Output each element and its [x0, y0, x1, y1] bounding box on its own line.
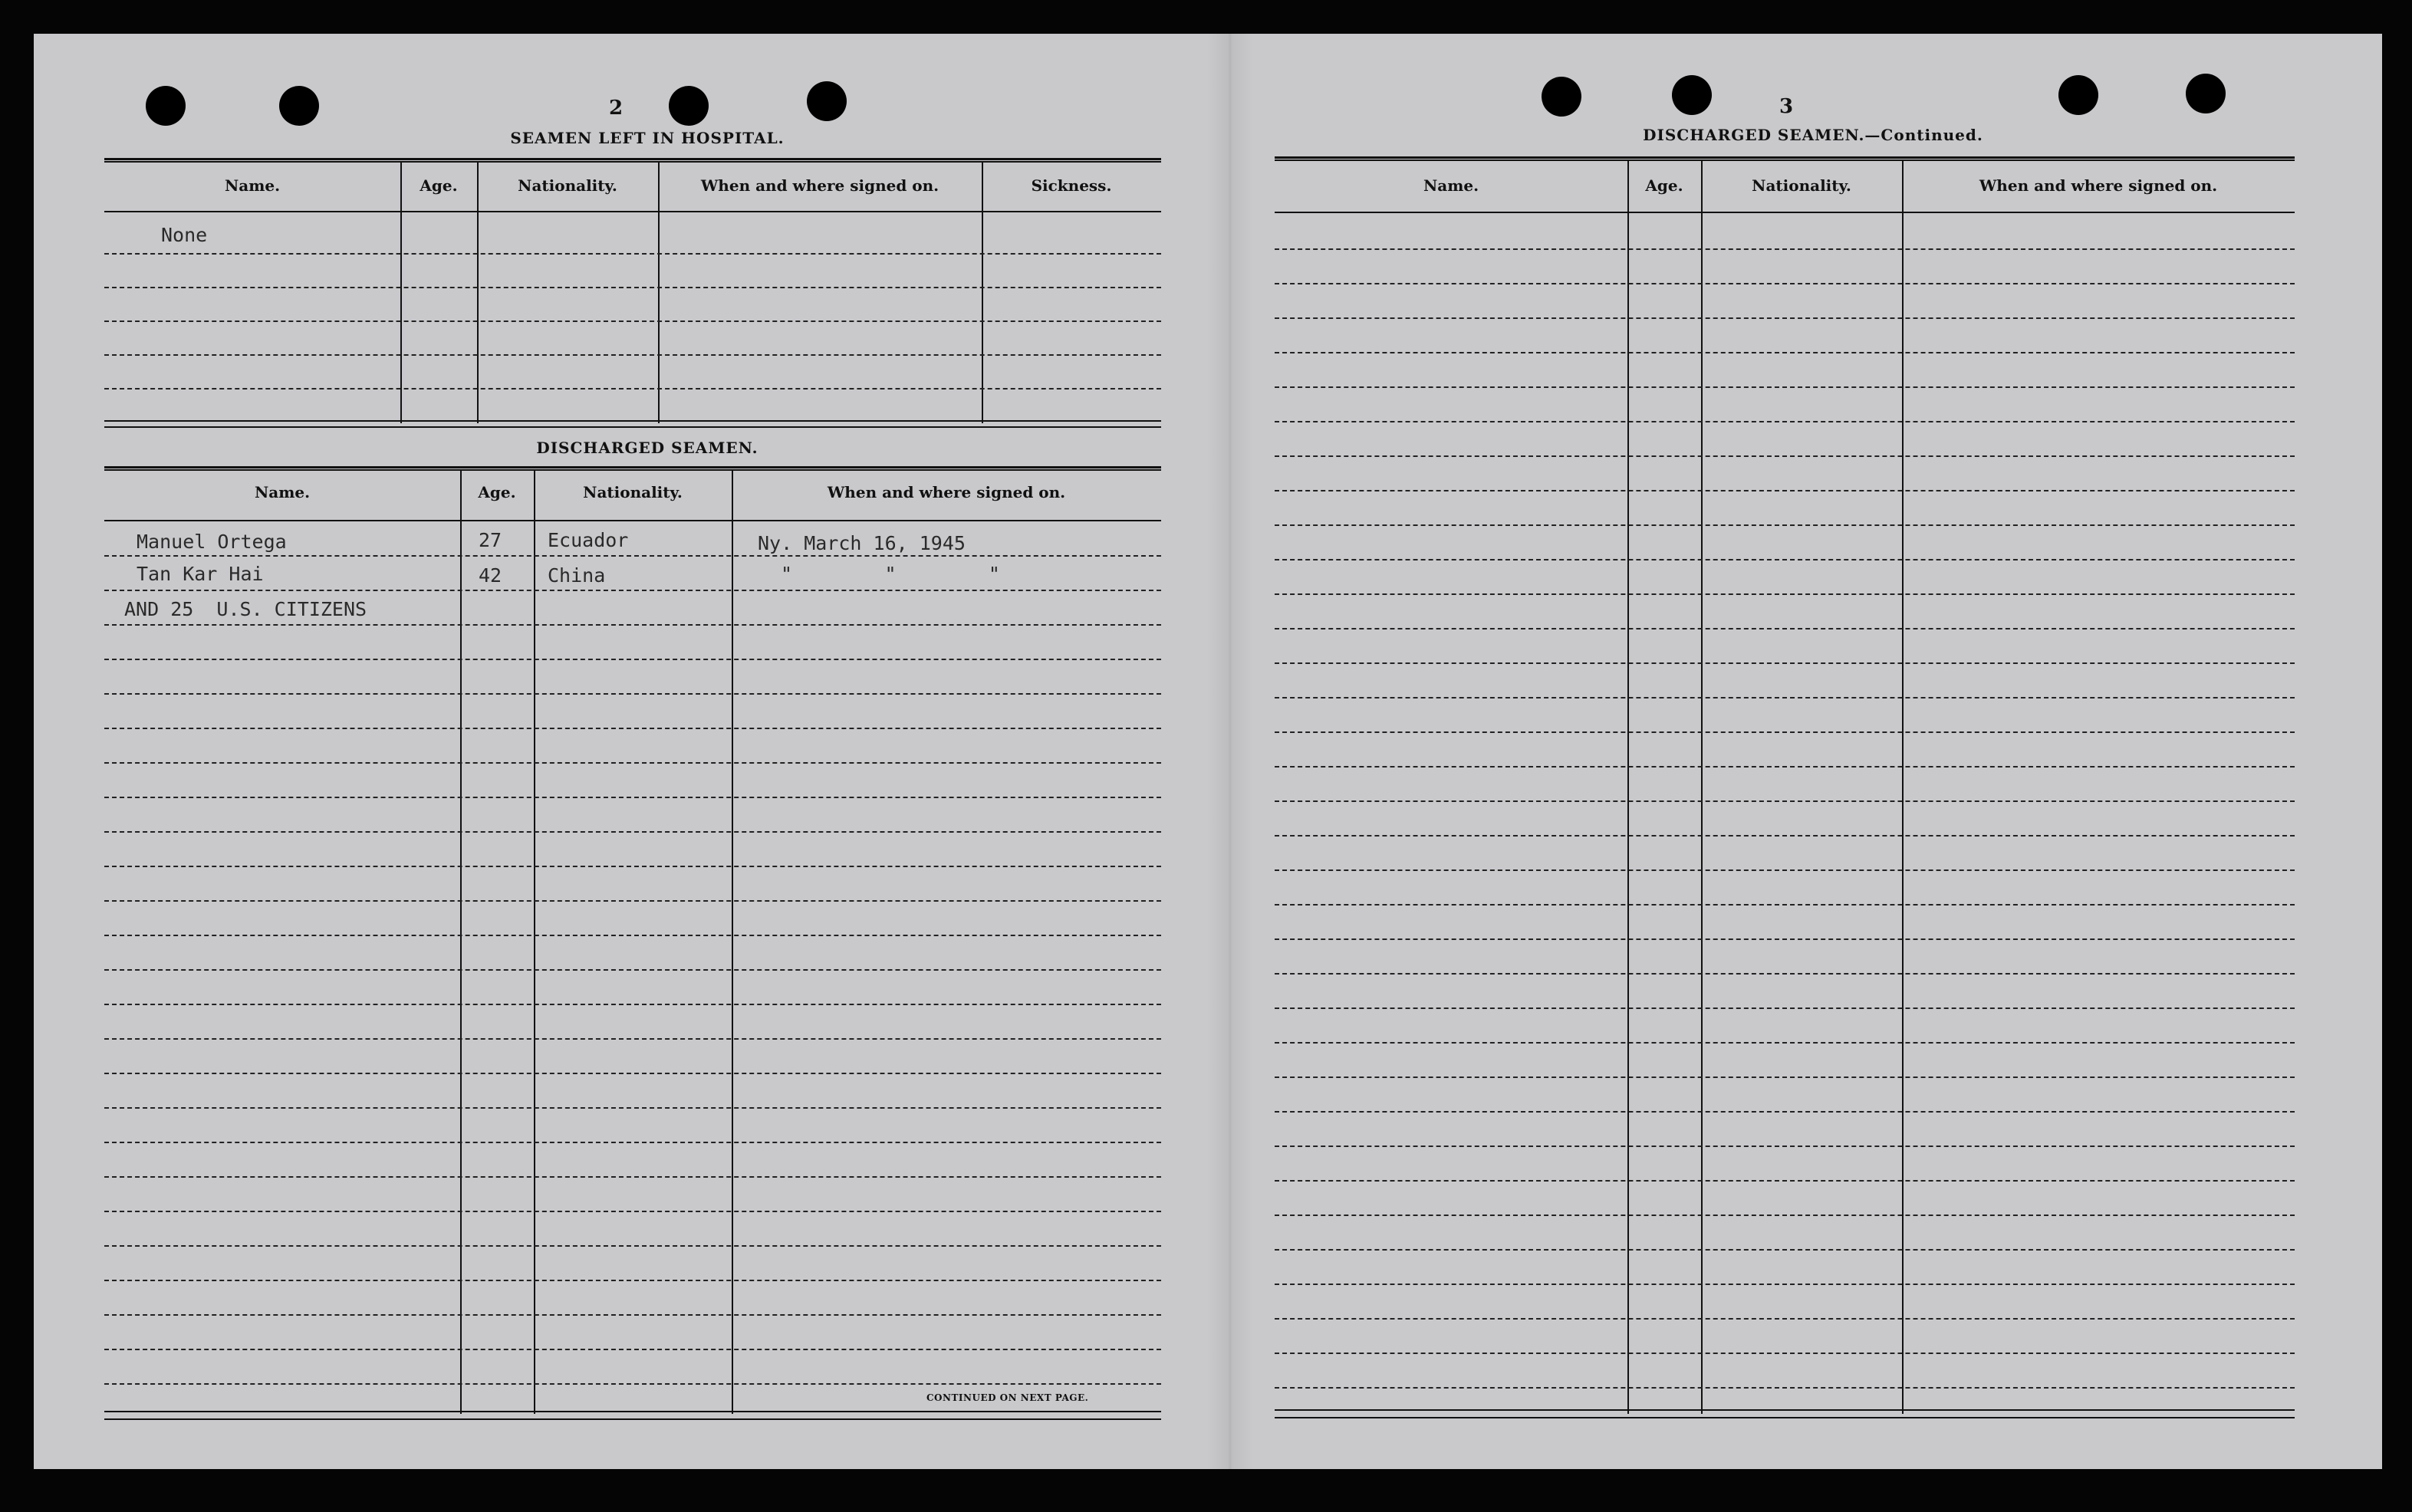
col-header-signed-on: When and where signed on. — [1979, 176, 2218, 195]
seaman-age: 27 — [479, 529, 502, 551]
col-header-sickness: Sickness. — [1031, 176, 1112, 195]
ruled-line — [1275, 559, 2295, 560]
ruled-line — [1275, 317, 2295, 319]
ruled-line — [1275, 386, 2295, 388]
ruled-line — [1275, 421, 2295, 422]
ruled-line — [1275, 283, 2295, 284]
col-header-nationality: Nationality. — [1752, 176, 1851, 195]
ruled-line — [104, 797, 1161, 798]
punch-hole — [146, 86, 186, 126]
ruled-line — [1275, 1180, 2295, 1182]
seaman-name: AND 25 U.S. CITIZENS — [124, 598, 367, 620]
ruled-line — [1275, 628, 2295, 629]
seaman-signed-on: Ny. March 16, 1945 — [758, 532, 966, 554]
ruled-line — [1275, 1387, 2295, 1389]
ruled-line — [104, 555, 1161, 557]
ruled-line — [104, 728, 1161, 729]
ruled-line — [104, 693, 1161, 695]
ruled-line — [1275, 766, 2295, 768]
seaman-name: Manuel Ortega — [137, 531, 287, 553]
ruled-line — [104, 1211, 1161, 1212]
ruled-line — [1275, 1318, 2295, 1320]
hospital-top-rule — [104, 158, 1161, 163]
seaman-signed-on: " " " — [781, 563, 1000, 585]
ruled-line — [1275, 800, 2295, 802]
ruled-line — [104, 1314, 1161, 1316]
ruled-line — [1275, 490, 2295, 491]
continued-section-title: DISCHARGED SEAMEN.—Continued. — [1643, 126, 1983, 144]
col-header-nationality: Nationality. — [583, 483, 683, 501]
page-number-right: 3 — [1779, 95, 1794, 118]
col-header-nationality: Nationality. — [518, 176, 617, 195]
ruled-line — [1275, 697, 2295, 698]
discharged-section-title: DISCHARGED SEAMEN. — [536, 439, 758, 457]
ruled-line — [104, 900, 1161, 902]
col-header-signed-on: When and where signed on. — [700, 176, 939, 195]
ruled-line — [104, 1107, 1161, 1109]
ruled-line — [1275, 455, 2295, 457]
ruled-line — [1275, 352, 2295, 353]
ruled-line — [1275, 1146, 2295, 1147]
ruled-line — [1275, 938, 2295, 940]
punch-hole — [2058, 75, 2098, 115]
col-header-name: Name. — [224, 176, 281, 195]
punch-hole — [1542, 77, 1581, 117]
ruled-line — [104, 1176, 1161, 1178]
ruled-line — [1275, 1284, 2295, 1285]
col-header-age: Age. — [1645, 176, 1683, 195]
ruled-line — [104, 762, 1161, 764]
ruled-line — [104, 935, 1161, 936]
page-number-left: 2 — [609, 97, 624, 120]
ruled-line — [104, 1383, 1161, 1385]
ruled-line — [104, 831, 1161, 833]
ruled-line — [1275, 1076, 2295, 1078]
punch-hole — [2186, 74, 2226, 113]
ruled-line — [1275, 904, 2295, 906]
ruled-line — [104, 1004, 1161, 1005]
continued-footer: CONTINUED ON NEXT PAGE. — [926, 1392, 1089, 1403]
ruled-line — [104, 866, 1161, 867]
hospital-entry-name: None — [161, 224, 208, 246]
ruled-line — [104, 1245, 1161, 1247]
ruled-line — [1275, 731, 2295, 733]
seaman-name: Tan Kar Hai — [137, 563, 264, 585]
seaman-nationality: Ecuador — [548, 529, 629, 551]
ruled-line — [1275, 662, 2295, 664]
hospital-section-title: SEAMEN LEFT IN HOSPITAL. — [510, 129, 785, 147]
ruled-line — [104, 1280, 1161, 1281]
page-fold — [1207, 34, 1253, 1469]
col-header-name: Name. — [254, 483, 311, 501]
ruled-line — [1275, 1353, 2295, 1354]
ruled-line — [1275, 1111, 2295, 1113]
ruled-line — [1275, 524, 2295, 526]
ruled-line — [1275, 248, 2295, 250]
ruled-line — [1275, 1249, 2295, 1251]
col-header-signed-on: When and where signed on. — [827, 483, 1066, 501]
ruled-line — [104, 1142, 1161, 1143]
punch-hole — [669, 86, 709, 126]
seaman-age: 42 — [479, 564, 502, 587]
ruled-line — [104, 590, 1161, 591]
ruled-line — [104, 659, 1161, 660]
ruled-line — [1275, 1042, 2295, 1044]
ruled-line — [104, 969, 1161, 971]
punch-hole — [1672, 75, 1712, 115]
ruled-line — [1275, 1215, 2295, 1216]
col-header-age: Age. — [420, 176, 458, 195]
punch-hole — [279, 86, 319, 126]
ruled-line — [104, 1073, 1161, 1074]
ruled-line — [104, 1349, 1161, 1350]
seaman-nationality: China — [548, 564, 606, 587]
ruled-line — [1275, 835, 2295, 837]
ruled-line — [1275, 593, 2295, 595]
col-header-name: Name. — [1423, 176, 1479, 195]
ruled-line — [104, 1038, 1161, 1040]
punch-hole — [807, 81, 847, 121]
ledger-sheet — [34, 34, 2382, 1469]
ruled-line — [104, 624, 1161, 626]
ruled-line — [1275, 973, 2295, 975]
ruled-line — [1275, 869, 2295, 871]
col-header-age: Age. — [478, 483, 516, 501]
ruled-line — [1275, 1007, 2295, 1009]
